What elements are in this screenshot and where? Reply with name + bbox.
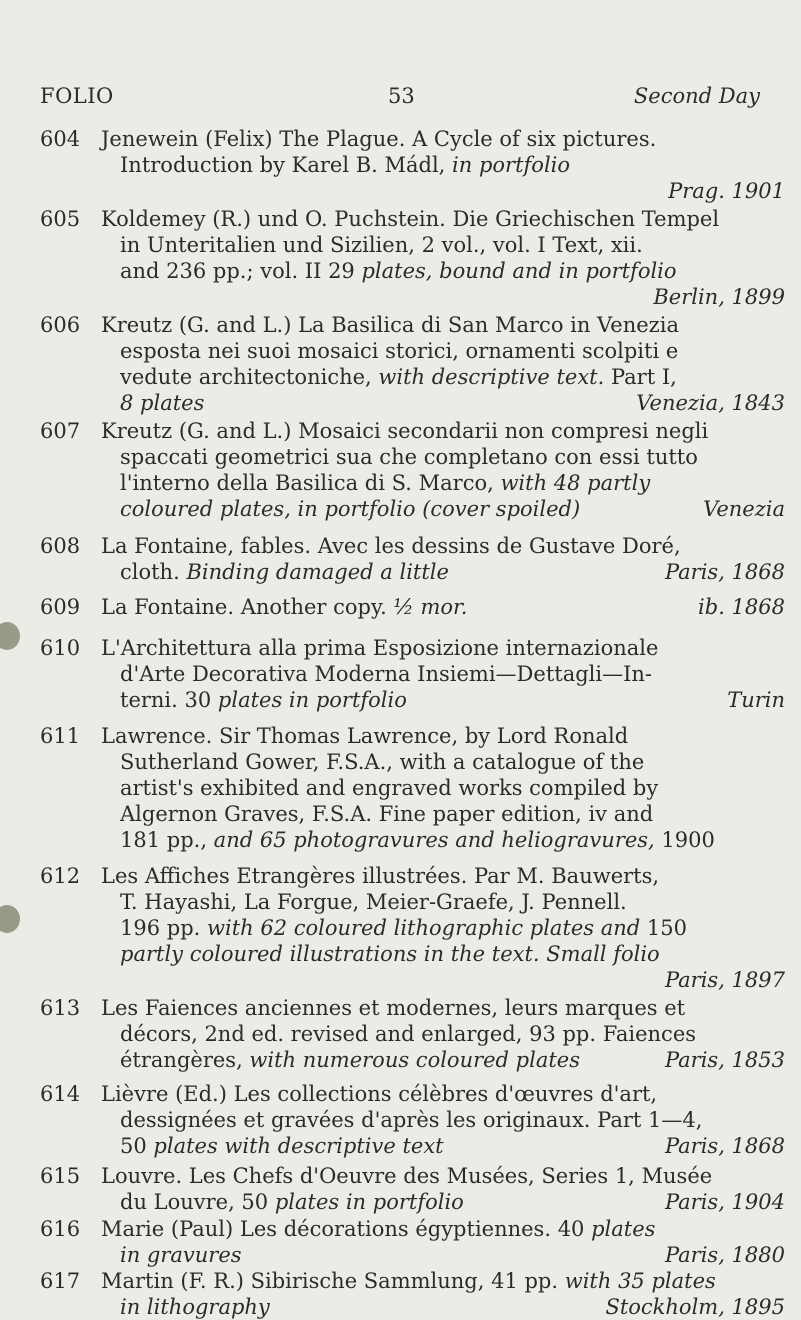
lot-number: 617 — [40, 1269, 81, 1293]
lot-number: 615 — [40, 1164, 81, 1188]
page-header — [40, 84, 780, 118]
lot-number: 614 — [40, 1082, 81, 1106]
catalogue-entry: 607 Kreutz (G. and L.) Mosaici secondarii non compresi negli spaccati geometrici sua che completano con essi tutto l'interno della Basilica di S. Marco, with 48 partly coloured plates, in portfolio (cover spoiled) Venezia — [40, 419, 785, 521]
lot-number: 604 — [40, 127, 81, 151]
catalogue-entry: 610 L'Architettura alla prima Esposizione internazionale d'Arte Decorativa Moderna Insiemi—Dettagli—In- terni. 30 plates in portfolio Turin — [40, 636, 785, 712]
entry-place-date: ib. 1868 — [698, 595, 785, 619]
lot-number: 611 — [40, 724, 81, 748]
entry-place-date: Venezia, 1843 — [636, 391, 785, 415]
catalogue-entry: 612 Les Affiches Etrangères illustrées. Par M. Bauwerts, T. Hayashi, La Forgue, Meier-Graefe, J. Pennell. 196 pp. with 62 coloured lithographic plates and 150 partly coloured illustrations in the text. Small folio Paris, 1897 — [40, 864, 785, 992]
lot-number: 605 — [40, 207, 81, 231]
punch-hole-lower — [0, 905, 20, 933]
catalogue-entry: 614 Lièvre (Ed.) Les collections célèbres d'œuvres d'art, dessignées et gravées d'après les originaux. Part 1—4, 50 plates with descriptive text Paris, 1868 — [40, 1082, 785, 1158]
entry-place-date: Paris, 1853 — [664, 1048, 785, 1072]
catalogue-entry: 613 Les Faiences anciennes et modernes, leurs marques et décors, 2nd ed. revised and enlarged, 93 pp. Faiences étrangères, with numerous coloured plates Paris, 1853 — [40, 996, 785, 1072]
lot-number: 606 — [40, 313, 81, 337]
entry-place-date: Stockholm, 1895 — [605, 1295, 785, 1319]
lot-number: 616 — [40, 1217, 81, 1241]
entry-place-date: Venezia — [703, 497, 785, 521]
catalogue-entry: 609 La Fontaine. Another copy. ½ mor. ib. 1868 — [40, 595, 785, 619]
lot-number: 609 — [40, 595, 81, 619]
lot-number: 613 — [40, 996, 81, 1020]
entry-place-date: Paris, 1868 — [664, 560, 785, 584]
lot-number: 610 — [40, 636, 81, 660]
catalogue-entry: 611 Lawrence. Sir Thomas Lawrence, by Lord Ronald Sutherland Gower, F.S.A., with a catalogue of the artist's exhibited and engraved works compiled by Algernon Graves, F.S.A. Fine paper edition, iv and 181 pp., and 65 photogravures and heliogravures, 1900 — [40, 724, 715, 852]
entry-place-date: Paris, 1897 — [664, 968, 785, 992]
catalogue-entry: 606 Kreutz (G. and L.) La Basilica di San Marco in Venezia esposta nei suoi mosaici storici, ornamenti scolpiti e vedute architectoniche, with descriptive text. Part I, 8 plates Venezia, 1843 — [40, 313, 785, 415]
catalogue-entry: 605 Koldemey (R.) und O. Puchstein. Die Griechischen Tempel in Unteritalien und Sizilien, 2 vol., vol. I Text, xii. and 236 pp.; vol. II 29 plates, bound and in portfolio Berlin, 1899 — [40, 207, 785, 309]
lot-number: 608 — [40, 534, 81, 558]
lot-number: 607 — [40, 419, 81, 443]
entry-place-date: Paris, 1880 — [664, 1243, 785, 1267]
punch-hole-upper — [0, 622, 20, 650]
entry-place-date: Berlin, 1899 — [653, 285, 785, 309]
entry-place-date: Paris, 1904 — [664, 1190, 785, 1214]
catalogue-entry: 608 La Fontaine, fables. Avec les dessins de Gustave Doré, cloth. Binding damaged a little Paris, 1868 — [40, 534, 785, 584]
catalogue-entry: 616 Marie (Paul) Les décorations égyptiennes. 40 plates in gravures Paris, 1880 — [40, 1217, 785, 1267]
catalogue-entry: 617 Martin (F. R.) Sibirische Sammlung, 41 pp. with 35 plates in lithography Stockholm, 1895 — [40, 1269, 785, 1319]
entry-text: Jenewein (Felix) The Plague. A Cycle of six pictures. — [101, 127, 657, 151]
catalogue-entry: 604 Jenewein (Felix) The Plague. A Cycle of six pictures. Introduction by Karel B. Mádl, in portfolio Prag. 1901 — [40, 127, 785, 203]
header-sale-day: Second Day — [633, 84, 760, 108]
entry-place-date: Prag. 1901 — [668, 179, 785, 203]
lot-number: 612 — [40, 864, 81, 888]
catalogue-entry: 615 Louvre. Les Chefs d'Oeuvre des Musées, Series 1, Musée du Louvre, 50 plates in portfolio Paris, 1904 — [40, 1164, 785, 1214]
header-section-label: FOLIO — [40, 84, 114, 108]
entry-place-date: Turin — [727, 688, 785, 712]
entry-place-date: Paris, 1868 — [664, 1134, 785, 1158]
page-number: 53 — [388, 84, 415, 108]
